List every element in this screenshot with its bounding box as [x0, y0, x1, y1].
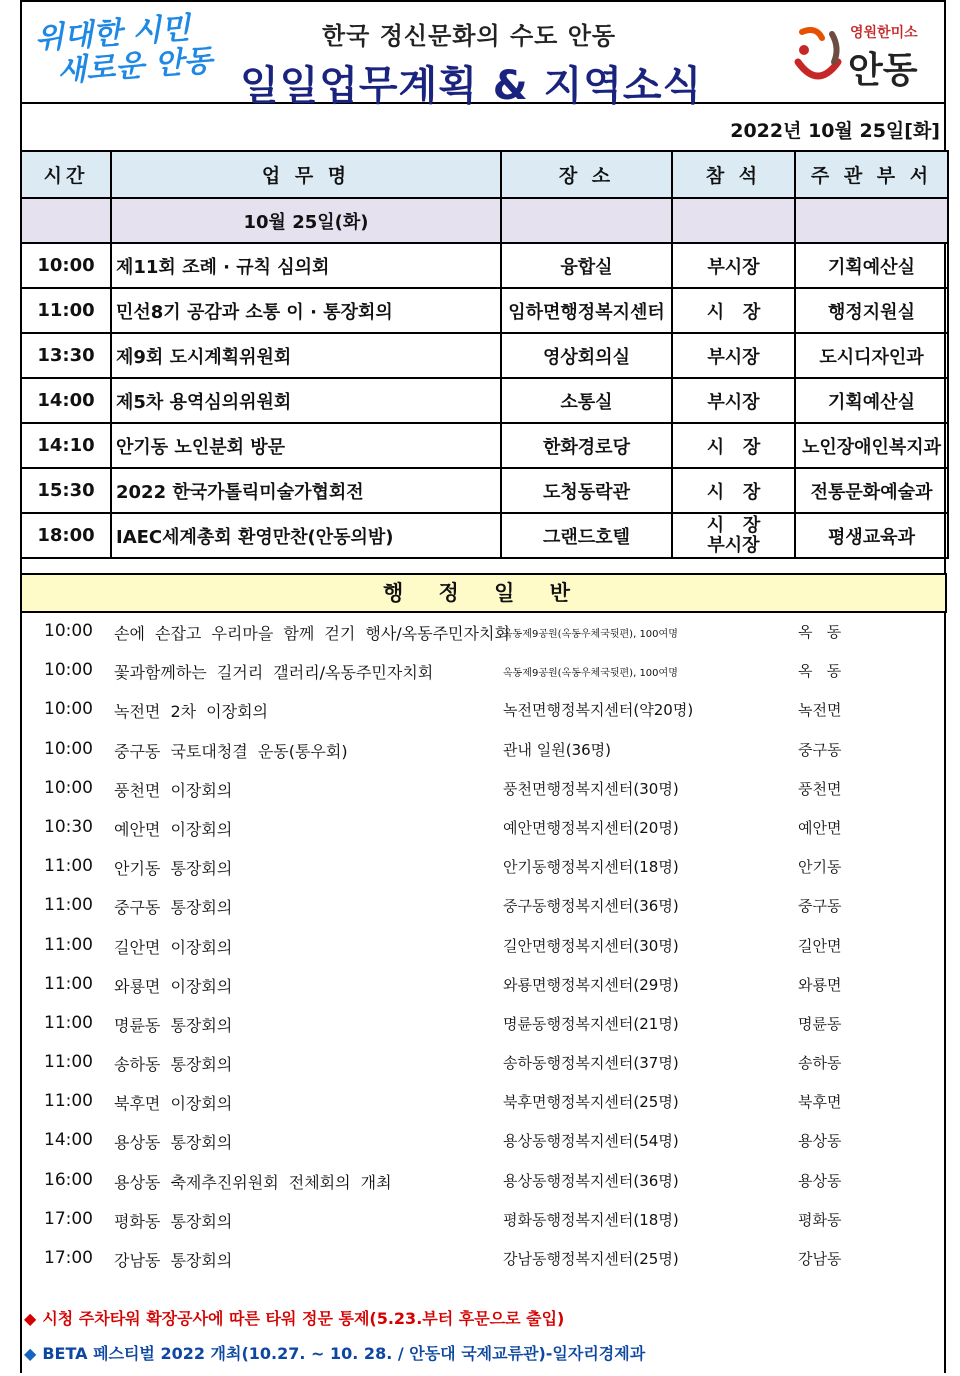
admin-task: 안기동 통장회의: [114, 859, 233, 879]
schedule-table: [20, 150, 949, 559]
admin-dept: 와룡면: [798, 975, 842, 994]
admin-place: 예안면행정복지센터(20명): [503, 818, 679, 837]
schedule-task: 민선8기 공감과 소통 이 · 통장회의: [111, 288, 501, 333]
admin-task: 예안면 이장회의: [114, 819, 233, 839]
admin-place: 옥동제9공원(옥동우체국뒷편), 100여명: [503, 668, 678, 680]
admin-time: 10:00: [44, 738, 93, 759]
brand-tagline: 영원한미소: [850, 25, 918, 41]
schedule-time: 11:00: [21, 288, 111, 333]
attendee-line-1: 시 장: [706, 514, 761, 536]
admin-place: 녹전면행정복지센터(약20명): [503, 701, 694, 720]
admin-place: 길안면행정복지센터(30명): [503, 936, 679, 955]
schedule-time: 14:00: [21, 378, 111, 423]
schedule-dept: 전통문화예술과: [795, 468, 948, 513]
col-header-place: 장 소: [501, 151, 672, 198]
admin-time: 10:30: [44, 816, 93, 837]
schedule-dept: 행정지원실: [795, 288, 948, 333]
admin-task: 중구동 국토대청결 운동(통우회): [114, 741, 348, 761]
schedule-dept: 도시디자인과: [795, 333, 948, 378]
schedule-header-row: [21, 151, 948, 198]
day-row-empty-cell: [795, 198, 948, 243]
list-item: [22, 730, 944, 769]
admin-task: 중구동 통장회의: [114, 898, 233, 918]
notice-item: [24, 1341, 944, 1376]
date-row: [20, 104, 946, 152]
schedule-attendee: 부시장: [672, 243, 795, 288]
day-row-empty-cell: [501, 198, 672, 243]
day-label: 10월 25일(화): [111, 198, 501, 243]
list-item: [22, 1200, 944, 1239]
admin-place: 평화동행정복지센터(18명): [503, 1210, 679, 1229]
schedule-place: 융합실: [501, 243, 672, 288]
schedule-task: 안기동 노인분회 방문: [111, 423, 501, 468]
admin-dept: 옥 동: [798, 623, 842, 641]
admin-section-title: 행 정 일 반: [20, 573, 947, 613]
slogan-line-1: 위대한 시민: [33, 10, 192, 57]
notice-text: BETA 페스티벌 2022 개최(10.27. ~ 10. 28. / 안동대 국제교류관)-일자리경제과: [42, 1344, 646, 1363]
schedule-time: 14:10: [21, 423, 111, 468]
diamond-bullet-icon: ◆: [24, 1309, 37, 1328]
schedule-task: 제11회 조례 · 규칙 심의회: [111, 243, 501, 288]
day-row-empty-cell: [672, 198, 795, 243]
admin-task: 명륜동 통장회의: [114, 1015, 233, 1035]
admin-place: 옥동제9공원(옥동우체국뒷편), 100여명: [503, 629, 678, 640]
table-row: [21, 243, 948, 288]
admin-task: 용상동 축제추진위원회 전체회의 개최: [114, 1172, 392, 1192]
schedule-dept: 노인장애인복지과: [795, 423, 948, 468]
schedule-dept: 기획예산실: [795, 378, 948, 423]
list-item: [22, 886, 944, 925]
admin-time: 14:00: [44, 1130, 93, 1151]
admin-place: 풍천면행정복지센터(30명): [503, 779, 679, 798]
admin-place: 용상동행정복지센터(36명): [503, 1171, 679, 1190]
admin-place: 북후면행정복지센터(25명): [503, 1093, 679, 1112]
table-row: [21, 423, 948, 468]
list-item: [22, 612, 944, 651]
schedule-place: 도청동락관: [501, 468, 672, 513]
list-item: [22, 1121, 944, 1160]
admin-time: 10:00: [44, 699, 93, 720]
admin-task: 풍천면 이장회의: [114, 780, 233, 800]
table-row: [21, 288, 948, 333]
schedule-place: 영상회의실: [501, 333, 672, 378]
attendee-line-2: 부시장: [707, 534, 760, 556]
admin-dept: 평화동: [798, 1210, 842, 1229]
admin-time: 10:00: [44, 660, 93, 681]
admin-dept: 길안면: [798, 936, 842, 955]
list-item: [22, 1004, 944, 1043]
brand-name: 안동: [848, 50, 918, 91]
list-item: [22, 690, 944, 729]
admin-dept: 옥 동: [798, 662, 842, 681]
list-item: [22, 1082, 944, 1121]
schedule-task: 2022 한국가톨릭미술가협회전: [111, 468, 501, 513]
admin-place: 관내 일원(36명): [503, 740, 612, 759]
schedule-time: 18:00: [21, 513, 111, 558]
list-item: [22, 808, 944, 847]
list-item: [22, 847, 944, 886]
admin-dept: 송하동: [798, 1054, 842, 1073]
schedule-attendee: 부시장: [672, 378, 795, 423]
admin-dept: 예안면: [798, 818, 842, 837]
schedule-place: 소통실: [501, 378, 672, 423]
col-header-dept: 주 관 부 서: [795, 151, 948, 198]
col-header-time: 시간: [21, 151, 111, 198]
schedule-attendee: 시 장: [672, 468, 795, 513]
schedule-attendee: 시 장: [672, 288, 795, 333]
schedule-attendee: 부시장: [672, 333, 795, 378]
schedule-attendee: [672, 513, 795, 558]
schedule-day-row: [21, 198, 948, 243]
diamond-bullet-icon: ◆: [24, 1344, 37, 1363]
admin-place: 용상동행정복지센터(54명): [503, 1132, 679, 1151]
col-header-attendee: 참 석: [672, 151, 795, 198]
day-row-empty-cell: [21, 198, 111, 243]
notice-item: [24, 1306, 944, 1341]
page-title: 일일업무계획 & 지역소식: [240, 63, 703, 109]
admin-dept: 용상동: [798, 1171, 842, 1190]
list-item: [22, 926, 944, 965]
admin-dept: 명륜동: [798, 1014, 842, 1033]
admin-place: 안기동행정복지센터(18명): [503, 858, 679, 877]
admin-dept: 북후면: [798, 1093, 842, 1112]
admin-dept: 중구동: [798, 740, 842, 759]
list-item: [22, 1043, 944, 1082]
admin-time: 11:00: [44, 895, 93, 916]
admin-place: 강남동행정복지센터(25명): [503, 1250, 679, 1268]
table-row: [21, 513, 948, 558]
admin-task: 와룡면 이장회의: [114, 976, 233, 996]
admin-time: 16:00: [44, 1169, 93, 1190]
admin-place: 명륜동행정복지센터(21명): [503, 1014, 679, 1033]
admin-place: 송하동행정복지센터(37명): [503, 1054, 679, 1073]
andong-brand-logo: [792, 14, 932, 94]
table-row: [21, 333, 948, 378]
list-item: [22, 1239, 944, 1278]
list-item: [22, 769, 944, 808]
schedule-attendee: 시 장: [672, 423, 795, 468]
admin-task: 북후면 이장회의: [114, 1094, 233, 1114]
table-row: [21, 468, 948, 513]
schedule-task: 제9회 도시계획위원회: [111, 333, 501, 378]
city-slogan: [34, 9, 228, 90]
schedule-task: 제5차 용역심의위원회: [111, 378, 501, 423]
schedule-dept: 평생교육과: [795, 513, 948, 558]
admin-task: 손에 손잡고 우리마을 함께 걷기 행사/옥동주민자치회: [114, 624, 510, 643]
schedule-task: IAEC세계총회 환영만찬(안동의밤): [111, 513, 501, 558]
admin-dept: 중구동: [798, 897, 842, 916]
admin-list: [22, 612, 944, 1278]
admin-time: 11:00: [44, 934, 93, 955]
admin-dept: 풍천면: [798, 779, 842, 798]
schedule-time: 10:00: [21, 243, 111, 288]
page-header: [20, 0, 946, 109]
admin-time: 11:00: [44, 973, 93, 994]
admin-task: 꽃과함께하는 길거리 갤러리/옥동주민자치회: [114, 663, 434, 683]
report-date: 2022년 10월 25일[화]: [730, 120, 940, 142]
admin-task: 용상동 통장회의: [114, 1133, 233, 1153]
header-subtitle: 한국 정신문화의 수도 안동: [322, 22, 617, 50]
schedule-place: 한화경로당: [501, 423, 672, 468]
andong-smile-icon: [792, 24, 846, 84]
admin-time: 11:00: [44, 1052, 93, 1073]
admin-task: 강남동 통장회의: [114, 1251, 233, 1270]
admin-time: 11:00: [44, 856, 93, 877]
admin-time: 10:00: [44, 777, 93, 798]
list-item: [22, 651, 944, 690]
admin-dept: 용상동: [798, 1132, 842, 1151]
admin-time: 17:00: [44, 1208, 93, 1229]
notice-text: 시청 주차타워 확장공사에 따른 타워 정문 통제(5.23.부터 후문으로 출입): [42, 1309, 565, 1328]
admin-time: 17:00: [44, 1248, 93, 1268]
col-header-task: 업 무 명: [111, 151, 501, 198]
notices: [24, 1306, 944, 1376]
admin-task: 녹전면 2차 이장회의: [114, 702, 268, 722]
admin-place: 중구동행정복지센터(36명): [503, 897, 679, 916]
schedule-place: 그랜드호텔: [501, 513, 672, 558]
admin-dept: 강남동: [798, 1250, 842, 1268]
admin-task: 길안면 이장회의: [114, 937, 233, 957]
admin-place: 와룡면행정복지센터(29명): [503, 975, 679, 994]
schedule-dept: 기획예산실: [795, 243, 948, 288]
schedule-time: 15:30: [21, 468, 111, 513]
admin-dept: 녹전면: [798, 701, 842, 720]
admin-time: 11:00: [44, 1012, 93, 1033]
admin-dept: 안기동: [798, 858, 842, 877]
list-item: [22, 1161, 944, 1200]
admin-task: 송하동 통장회의: [114, 1055, 233, 1075]
schedule-place: 임하면행정복지센터: [501, 288, 672, 333]
slogan-line-2: 새로운 안동: [56, 43, 214, 90]
table-row: [21, 378, 948, 423]
schedule-rows: [21, 243, 948, 513]
list-item: [22, 965, 944, 1004]
schedule-time: 13:30: [21, 333, 111, 378]
admin-task: 평화동 통장회의: [114, 1211, 233, 1231]
admin-time: 11:00: [44, 1091, 93, 1112]
admin-time: 10:00: [44, 621, 93, 641]
